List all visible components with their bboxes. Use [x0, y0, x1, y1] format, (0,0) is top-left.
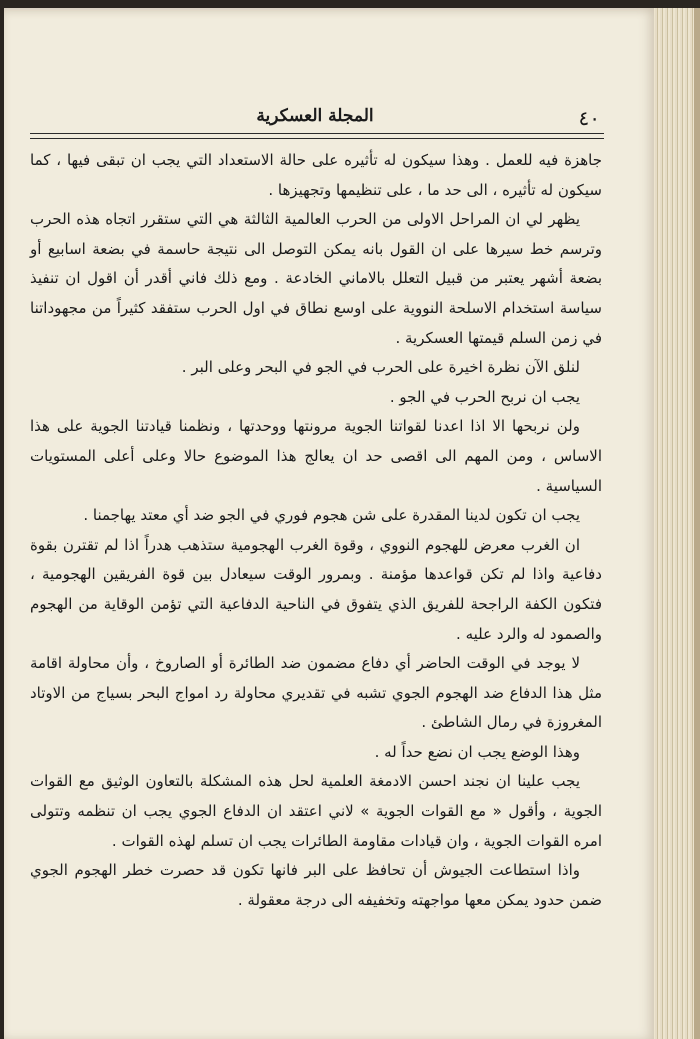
paragraph: لنلق الآن نظرة اخيرة على الحرب في الجو في البحر وعلى البر . [181, 358, 580, 377]
header-rule-top [30, 133, 604, 134]
header-rule-bottom [30, 138, 604, 139]
page-header [30, 106, 600, 130]
paragraph: يجب علينا ان نجند احسن الادمغة العلمية لحل هذه المشكلة بالتعاون الوثيق مع القوات الجوية ، وأقول « مع القوات الجوية » لاني اعتقد ان الدفاع الجوي يجب ان تنظمه وتتولى امره القوات الجوية ، وان قيادات مقاومة الطائرات يجب ان تسلم لهذه القوات . [30, 772, 602, 850]
paragraph: يجب ان تكون لدينا المقدرة على شن هجوم فوري في الجو ضد أي معتد يهاجمنا . [83, 506, 580, 525]
page-number: ٤٠ [578, 106, 600, 130]
paragraph: يظهر لي ان المراحل الاولى من الحرب العالمية الثالثة هي التي ستقرر اتجاه هذه الحرب وترسم خط سيرها على ان القول بانه يمكن التوصل الى نتيجة حاسمة في بضعة اسابيع أو بضعة أشهر يعتبر من قبيل التعلل بالاماني الخادعة . ومع ذلك فاني أقدر أن اقول ان تنفيذ سياسة استخدام الاسلحة النووية على اوسع نطاق في اول الحرب ستفقد كثيراً من مجهوداتنا في زمن السلم قيمتها العسكرية . [30, 210, 602, 347]
paragraph: وهذا الوضع يجب ان نضع حداً له . [374, 742, 580, 761]
paragraph: ان الغرب معرض للهجوم النووي ، وقوة الغرب الهجومية ستذهب هدراً اذا لم تقترن بقوة دفاعية واذا لم تكن قواعدها مؤمنة . وبمرور الوقت سيعادل بين قوة الفريقين الهجومية ، فتكون الكفة الراجحة للفريق الذي يتفوق في الناحية الدفاعية التي تؤمن الوقاية من الهجوم والصمود له والرد عليه . [30, 535, 602, 643]
paragraph: لا يوجد في الوقت الحاضر أي دفاع مضمون ضد الطائرة أو الصاروخ ، وأن محاولة اقامة مثل هذا الدفاع ضد الهجوم الجوي تشبه في تقديري محاولة رد امواج البحر بسياج من الاوتاد المغروزة في رمال الشاطئ . [30, 654, 602, 732]
article-body [30, 146, 602, 915]
journal-title: المجلة العسكرية [256, 106, 374, 126]
paragraph: جاهزة فيه للعمل . وهذا سيكون له تأثيره على حالة الاستعداد التي يجب ان تبقى فيها ، كما سيكون له تأثيره ، الى حد ما ، على تنظيمها وتجهيزها . [30, 151, 602, 199]
paragraph: يجب ان نربح الحرب في الجو . [389, 387, 580, 406]
paragraph: واذا استطاعت الجيوش أن تحافظ على البر فانها تكون قد حصرت خطر الهجوم الجوي ضمن حدود يمكن معها مواجهته وتخفيفه الى درجة معقولة . [30, 861, 602, 909]
paragraph: ولن نربحها الا اذا اعدنا لقواتنا الجوية مرونتها ووحدتها ، ونظمنا قيادتنا الجوية على هذا الاساس ، ومن المهم الى اقصى حد ان يعالج هذا الموضوع حالا وعلى أعلى المستويات السياسية . [30, 417, 602, 495]
